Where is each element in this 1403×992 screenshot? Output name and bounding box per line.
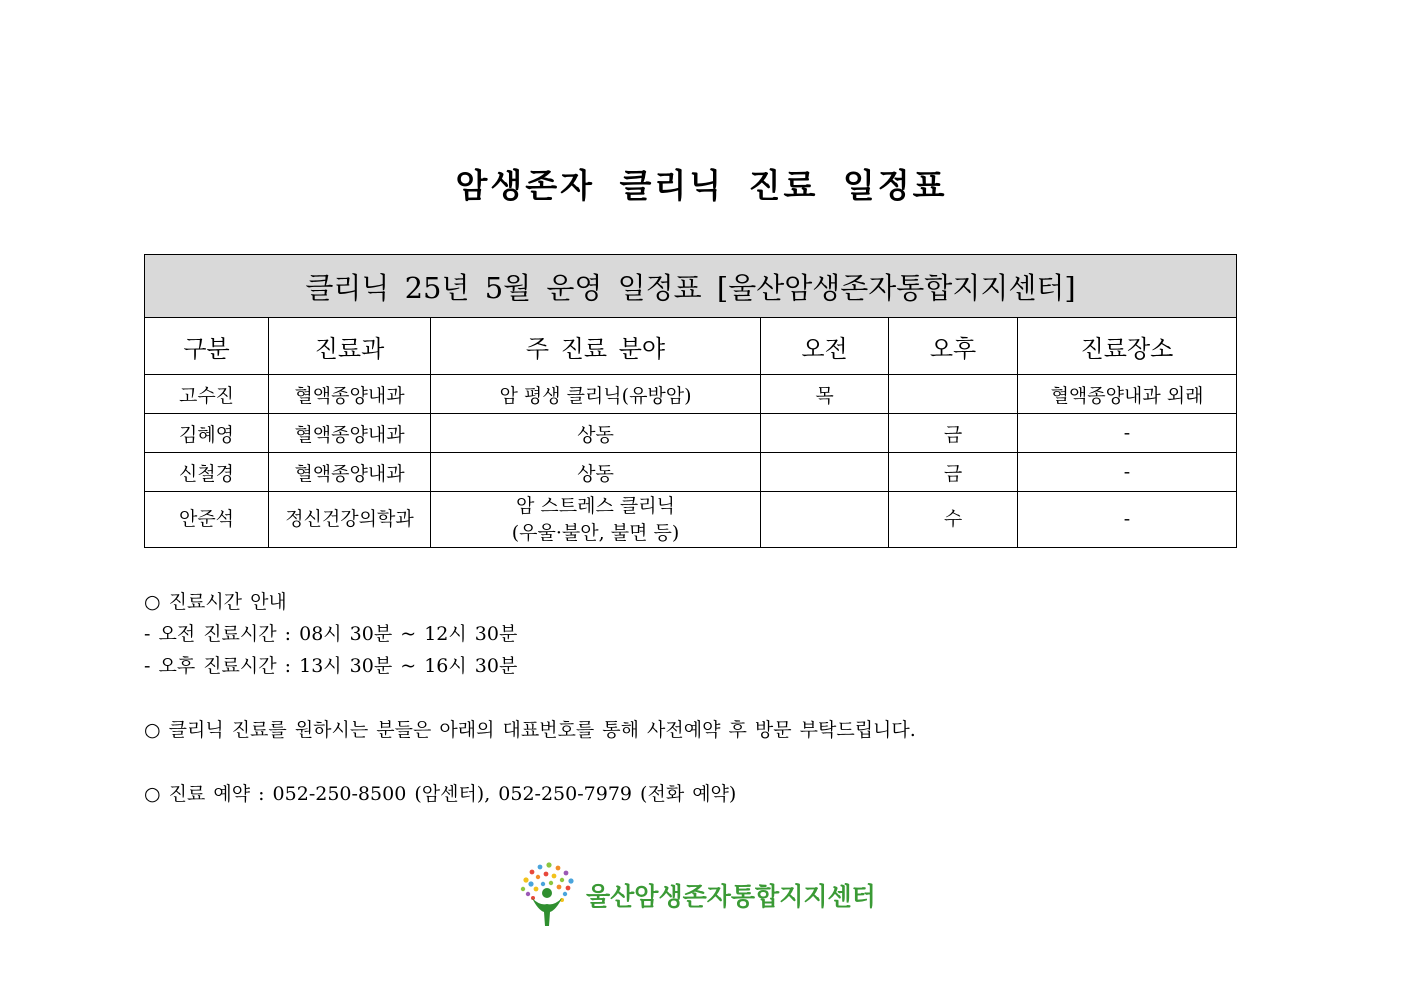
center-logo — [518, 862, 876, 928]
table-row — [145, 492, 1237, 548]
table-row — [145, 453, 1237, 492]
header-field: 주 진료 분야 — [431, 318, 761, 375]
header-category: 구분 — [145, 318, 269, 375]
clinic-field: 상동 — [431, 414, 761, 453]
afternoon-day: 금 — [889, 414, 1018, 453]
clinic-location: 혈액종양내과 외래 — [1018, 375, 1237, 414]
department: 혈액종양내과 — [269, 375, 431, 414]
notes-section — [144, 586, 916, 810]
morning-day: 목 — [761, 375, 889, 414]
doctor-name: 신철경 — [145, 453, 269, 492]
morning-day — [761, 453, 889, 492]
doctor-name: 김혜영 — [145, 414, 269, 453]
department: 정신건강의학과 — [269, 492, 431, 548]
reservation-contact: ○ 진료 예약 : 052-250-8500 (암센터), 052-250-7979 (전화 예약) — [144, 783, 737, 805]
department: 혈액종양내과 — [269, 453, 431, 492]
header-department: 진료과 — [269, 318, 431, 375]
clinic-field-line1: 암 스트레스 클리닉 — [516, 494, 675, 517]
afternoon-hours: - 오후 진료시간 : 13시 30분 ~ 16시 30분 — [144, 655, 518, 677]
clinic-field — [431, 492, 761, 548]
clinic-field-line2: (우울·불안, 불면 등) — [511, 521, 680, 544]
table-row — [145, 375, 1237, 414]
clinic-location: - — [1018, 492, 1237, 548]
clinic-location: - — [1018, 453, 1237, 492]
tree-person-icon — [518, 862, 578, 928]
doctor-name: 안준석 — [145, 492, 269, 548]
page-title: 암생존자 클리닉 진료 일정표 — [455, 166, 948, 205]
morning-day — [761, 492, 889, 548]
header-afternoon: 오후 — [889, 318, 1018, 375]
clinic-location: - — [1018, 414, 1237, 453]
clinic-field: 상동 — [431, 453, 761, 492]
header-location: 진료장소 — [1018, 318, 1237, 375]
reservation-notice: ○ 클리닉 진료를 원하시는 분들은 아래의 대표번호를 통해 사전예약 후 방문 부탁드립니다. — [144, 719, 916, 741]
header-morning: 오전 — [761, 318, 889, 375]
morning-hours: - 오전 진료시간 : 08시 30분 ~ 12시 30분 — [144, 623, 518, 645]
clinic-field: 암 평생 클리닉(유방암) — [431, 375, 761, 414]
doctor-name: 고수진 — [145, 375, 269, 414]
table-header-row — [145, 318, 1237, 375]
afternoon-day — [889, 375, 1018, 414]
afternoon-day: 수 — [889, 492, 1018, 548]
table-caption: 클리닉 25년 5월 운영 일정표 [울산암생존자통합지지센터] — [145, 255, 1237, 318]
department: 혈액종양내과 — [269, 414, 431, 453]
hours-title: ○ 진료시간 안내 — [144, 591, 287, 613]
center-logo-text: 울산암생존자통합지지센터 — [586, 882, 876, 911]
schedule-table — [144, 254, 1237, 548]
morning-day — [761, 414, 889, 453]
table-row — [145, 414, 1237, 453]
afternoon-day: 금 — [889, 453, 1018, 492]
